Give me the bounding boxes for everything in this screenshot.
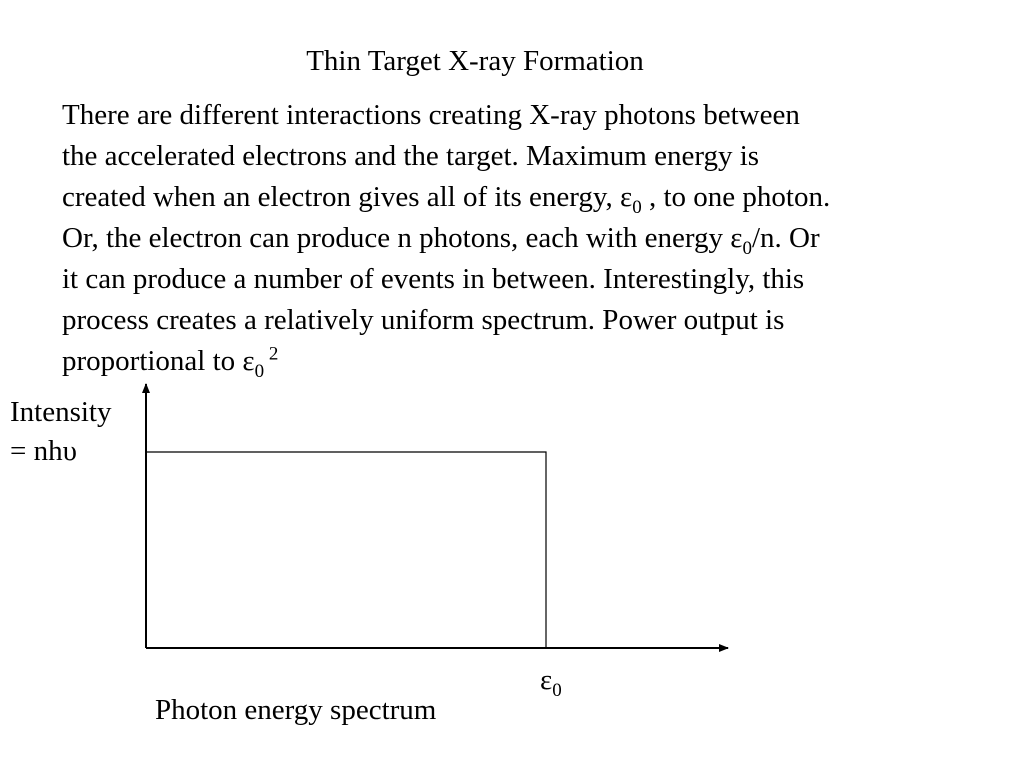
paragraph-line-1: There are different interactions creating X-ray photons between bbox=[62, 99, 800, 131]
epsilon-subscript: 0 bbox=[254, 360, 265, 382]
paragraph-line-6: process creates a relatively uniform spectrum. Power output is bbox=[62, 304, 785, 336]
paragraph-line-5: it can produce a number of events in between. Interestingly, this bbox=[62, 263, 805, 295]
y-axis-label-line-2: = nhυ bbox=[10, 435, 77, 467]
chart-caption: Photon energy spectrum bbox=[155, 694, 437, 726]
squared-superscript: 2 bbox=[264, 343, 279, 365]
paragraph-line-4-tail: /n. Or bbox=[751, 222, 820, 254]
paragraph-line-3-text: created when an electron gives all of its energy, ε bbox=[62, 181, 633, 213]
y-axis-label-line-1: Intensity bbox=[10, 396, 112, 428]
spectrum-curve bbox=[146, 452, 546, 648]
slide-title: Thin Target X-ray Formation bbox=[306, 45, 644, 77]
epsilon-symbol: ε bbox=[540, 664, 553, 696]
paragraph-line-4-text: Or, the electron can produce n photons, each with energy ε bbox=[62, 222, 743, 254]
paragraph-line-2: the accelerated electrons and the target. Maximum energy is bbox=[62, 140, 760, 172]
x-tick-epsilon bbox=[540, 662, 562, 701]
epsilon-subscript: 0 bbox=[552, 679, 562, 701]
epsilon-subscript: 0 bbox=[742, 237, 752, 259]
epsilon-subscript: 0 bbox=[632, 196, 642, 218]
paragraph-line-7-text: proportional to ε bbox=[62, 345, 255, 377]
y-axis-label bbox=[10, 393, 112, 471]
paragraph-line-3-tail: , to one photon. bbox=[641, 181, 831, 213]
